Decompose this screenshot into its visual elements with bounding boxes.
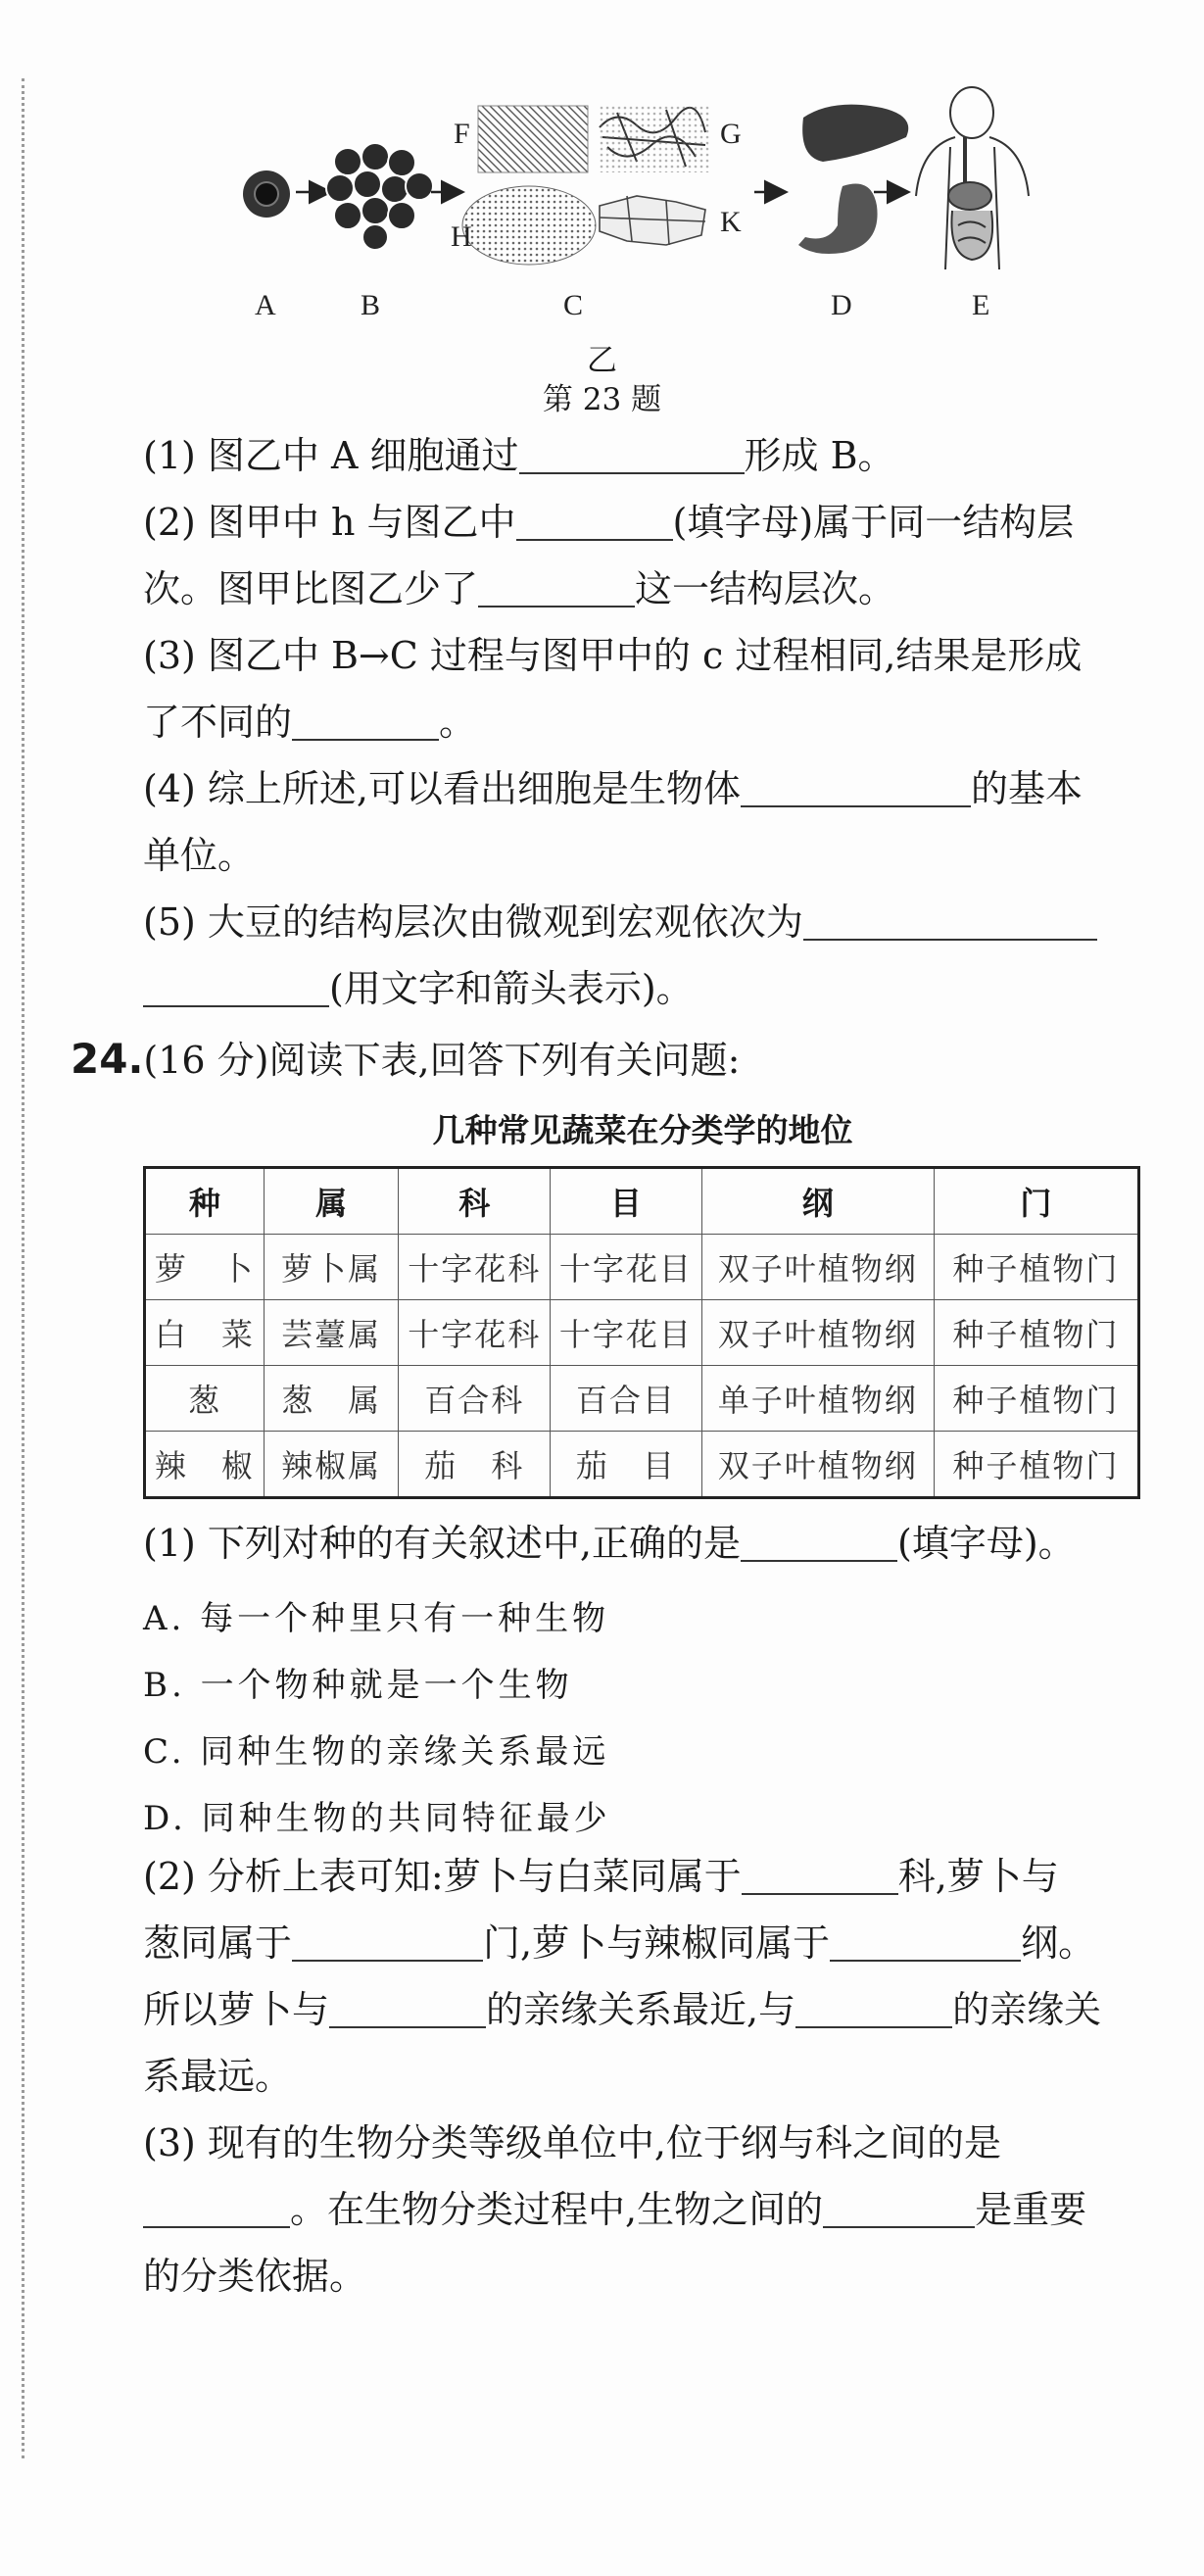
header-phylum: 门 bbox=[934, 1168, 1138, 1235]
table-row: 白 菜 芸薹属 十字花科 十字花目 双子叶植物纲 种子植物门 bbox=[145, 1300, 1139, 1366]
organ-liver-illustration bbox=[802, 105, 908, 162]
q24-intro: 24.(16 分)阅读下表,回答下列有关问题: bbox=[71, 1035, 741, 1083]
figure-label-d: D bbox=[831, 289, 852, 321]
q23-part2-line1: (2) 图甲中 h 与图乙中 (填字母)属于同一结构层 bbox=[143, 501, 1075, 544]
figure-label-k: K bbox=[720, 206, 742, 238]
binding-margin-dotted-line bbox=[22, 78, 24, 2458]
answer-blank[interactable] bbox=[741, 1527, 897, 1562]
figure-label-b: B bbox=[361, 289, 381, 321]
answer-blank[interactable] bbox=[803, 905, 1097, 941]
q24-part3-line2: 。在生物分类过程中,生物之间的 是重要 bbox=[143, 2191, 1086, 2228]
option-a: A. 每一个种里只有一种生物 bbox=[143, 1599, 610, 1638]
answer-blank[interactable] bbox=[143, 972, 329, 1007]
q24-part2-line1: (2) 分析上表可知:萝卜与白菜同属于 科,萝卜与 bbox=[143, 1855, 1059, 1898]
cell-cluster-b-illustration bbox=[326, 143, 433, 250]
q23-part3-line1: (3) 图乙中 B→C 过程与图甲中的 c 过程相同,结果是形成 bbox=[143, 634, 1083, 677]
table-row: 葱 葱 属 百合科 百合目 单子叶植物纲 种子植物门 bbox=[145, 1366, 1139, 1432]
answer-blank[interactable] bbox=[143, 2193, 290, 2228]
q24-part3-line1: (3) 现有的生物分类等级单位中,位于纲与科之间的是 bbox=[143, 2121, 1001, 2164]
q23-part4-line2: 单位。 bbox=[143, 834, 256, 877]
answer-blank[interactable] bbox=[742, 1860, 898, 1895]
table-row: 辣 椒 辣椒属 茄 科 茄 目 双子叶植物纲 种子植物门 bbox=[145, 1432, 1139, 1498]
q23-part1: (1) 图乙中 A 细胞通过 形成 B。 bbox=[143, 434, 895, 477]
q24-part2-line2: 葱同属于 门,萝卜与辣椒同属于 纲。 bbox=[143, 1921, 1096, 1965]
figure-label-c: C bbox=[563, 289, 584, 321]
answer-blank[interactable] bbox=[292, 705, 439, 741]
tissue-h-illustration bbox=[462, 186, 596, 265]
q24-part2-line4: 系最远。 bbox=[143, 2055, 293, 2098]
tissue-k-illustration bbox=[600, 196, 705, 245]
answer-blank[interactable] bbox=[823, 2193, 975, 2228]
human-body-illustration bbox=[916, 87, 1029, 269]
answer-blank[interactable] bbox=[519, 439, 745, 474]
q23-part2-line2: 次。图甲比图乙少了 这一结构层次。 bbox=[143, 567, 896, 610]
classification-table bbox=[143, 1166, 1140, 1499]
q24-part1: (1) 下列对种的有关叙述中,正确的是 (填字母)。 bbox=[143, 1522, 1076, 1565]
cell-a-illustration bbox=[243, 170, 290, 218]
q24-part2-line3: 所以萝卜与 的亲缘关系最近,与 的亲缘关 bbox=[143, 1988, 1102, 2031]
q23-part3-line2: 了不同的 。 bbox=[143, 701, 477, 744]
q23-part4-line1: (4) 综上所述,可以看出细胞是生物体 的基本 bbox=[143, 767, 1084, 810]
answer-blank[interactable] bbox=[478, 572, 635, 608]
table-row: 萝 卜 萝卜属 十字花科 十字花目 双子叶植物纲 种子植物门 bbox=[145, 1235, 1139, 1300]
answer-blank[interactable] bbox=[795, 1993, 952, 2028]
table-header-row bbox=[145, 1168, 1139, 1235]
answer-blank[interactable] bbox=[292, 1926, 483, 1962]
header-order: 目 bbox=[551, 1168, 702, 1235]
figure-23-yi bbox=[0, 0, 1204, 431]
header-family: 科 bbox=[399, 1168, 551, 1235]
option-d: D. 同种生物的共同特征最少 bbox=[143, 1799, 611, 1838]
tissue-f-illustration bbox=[478, 106, 588, 172]
figure-label-e: E bbox=[972, 289, 990, 321]
answer-blank[interactable] bbox=[830, 1926, 1021, 1962]
header-genus: 属 bbox=[264, 1168, 399, 1235]
table-title: 几种常见蔬菜在分类学的地位 bbox=[432, 1111, 853, 1149]
answer-blank[interactable] bbox=[516, 506, 673, 541]
q24-part3-line3: 的分类依据。 bbox=[143, 2255, 367, 2298]
tissue-g-illustration bbox=[598, 106, 710, 172]
header-species: 种 bbox=[145, 1168, 265, 1235]
answer-blank[interactable] bbox=[741, 772, 971, 807]
figure-sub-caption: 乙 bbox=[587, 343, 617, 378]
question-number: 24. bbox=[71, 1035, 144, 1083]
header-class: 纲 bbox=[701, 1168, 934, 1235]
q23-part5-line2: (用文字和箭头表示)。 bbox=[143, 970, 694, 1007]
q23-part5-line1: (5) 大豆的结构层次由微观到宏观依次为 bbox=[143, 903, 1097, 941]
option-c: C. 同种生物的亲缘关系最远 bbox=[143, 1732, 610, 1772]
organ-stomach-illustration bbox=[798, 184, 878, 255]
option-b: B. 一个物种就是一个生物 bbox=[143, 1666, 573, 1705]
figure-label-a: A bbox=[255, 289, 276, 321]
figure-caption: 第 23 题 bbox=[542, 382, 662, 417]
figure-label-h: H bbox=[451, 220, 472, 253]
figure-label-g: G bbox=[720, 118, 742, 150]
answer-blank[interactable] bbox=[329, 1993, 486, 2028]
figure-label-f: F bbox=[454, 118, 470, 150]
